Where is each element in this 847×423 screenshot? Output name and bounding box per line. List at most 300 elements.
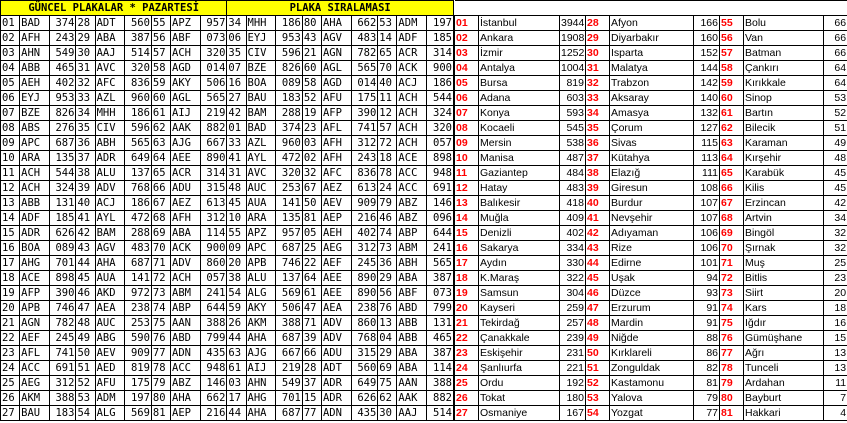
province-name: Kırklareli <box>610 345 694 360</box>
plate-digits: 137 <box>125 166 152 181</box>
plate-digits: 549 <box>49 46 76 61</box>
province-name: Hatay <box>479 180 560 195</box>
plate-city-code: 28 <box>76 16 95 31</box>
plate-city-code: 10 <box>227 211 246 226</box>
plate-digits: 667 <box>200 136 227 151</box>
plate-city-code: 35 <box>76 121 95 136</box>
province-name: Karaman <box>744 135 824 150</box>
plate-letters: AEP <box>171 406 201 421</box>
province-plate-number: 61 <box>720 105 744 120</box>
plate-city-code: 50 <box>302 196 321 211</box>
province-name: Karabük <box>744 165 824 180</box>
plate-digits: 506 <box>276 301 303 316</box>
plate-row <box>1 106 454 121</box>
province-plate-number: 04 <box>455 60 479 75</box>
plate-letters: ADM <box>95 391 125 406</box>
plate-digits: 836 <box>125 76 152 91</box>
plate-digits: 691 <box>427 181 454 196</box>
province-name: Nevşehir <box>610 210 694 225</box>
plate-digits: 565 <box>351 61 378 76</box>
province-count: 4 <box>824 405 847 420</box>
plate-letters: AEH <box>20 76 50 91</box>
plate-city-code: 20 <box>1 301 20 316</box>
plate-letters: AAJ <box>397 406 427 421</box>
plate-letters: ABA <box>397 271 427 286</box>
plate-city-code: 27 <box>1 406 20 421</box>
plate-city-code: 40 <box>76 196 95 211</box>
plate-city-code: 42 <box>76 226 95 241</box>
plate-letters: ABB <box>397 331 427 346</box>
province-name: Yozgat <box>610 405 694 420</box>
province-name: Bilecik <box>744 120 824 135</box>
province-plate-number: 29 <box>586 30 610 45</box>
province-plate-number: 50 <box>586 345 610 360</box>
province-plate-number: 41 <box>586 210 610 225</box>
province-name: Aksaray <box>610 90 694 105</box>
province-name: Bartın <box>744 105 824 120</box>
plate-city-code: 34 <box>76 106 95 121</box>
plate-city-code: 37 <box>302 376 321 391</box>
plate-city-code: 30 <box>378 406 397 421</box>
plate-city-code: 54 <box>227 286 246 301</box>
province-plate-number: 08 <box>455 120 479 135</box>
plate-letters: ADF <box>397 31 427 46</box>
plate-letters: AHA <box>321 16 351 31</box>
plate-letters: AZL <box>246 136 276 151</box>
province-name: Mardin <box>610 315 694 330</box>
plate-city-code: 12 <box>378 106 397 121</box>
province-name: Burdur <box>610 195 694 210</box>
province-plate-number: 68 <box>720 210 744 225</box>
plate-letters: ABS <box>20 121 50 136</box>
plate-row <box>1 346 454 361</box>
province-name: Yalova <box>610 390 694 405</box>
plate-city-code: 26 <box>227 316 246 331</box>
province-count: 66 <box>824 45 847 60</box>
plate-city-code: 18 <box>1 271 20 286</box>
plate-city-code: 32 <box>302 166 321 181</box>
province-plate-number: 65 <box>720 165 744 180</box>
province-plate-number: 33 <box>586 90 610 105</box>
plate-digits: 141 <box>276 196 303 211</box>
province-count: 25 <box>824 255 847 270</box>
plate-city-code: 29 <box>378 346 397 361</box>
plate-city-code: 56 <box>151 31 170 46</box>
plate-city-code: 02 <box>1 31 20 46</box>
plate-letters: ABZ <box>171 376 201 391</box>
province-plate-number: 70 <box>720 240 744 255</box>
plate-digits: 175 <box>351 91 378 106</box>
province-plate-number: 81 <box>720 405 744 420</box>
plate-digits: 073 <box>427 286 454 301</box>
ranking-row <box>455 330 847 345</box>
province-name: Ardahan <box>744 375 824 390</box>
plate-letters: ADR <box>95 151 125 166</box>
plate-letters: APB <box>20 301 50 316</box>
plate-letters: ALU <box>95 166 125 181</box>
plate-digits: 972 <box>125 286 152 301</box>
plate-city-code: 43 <box>76 241 95 256</box>
plate-city-code: 21 <box>302 46 321 61</box>
province-count: 322 <box>560 270 586 285</box>
plate-letters: ABM <box>397 241 427 256</box>
plate-digits: 898 <box>49 271 76 286</box>
province-name: Amasya <box>610 105 694 120</box>
plate-letters: APB <box>246 256 276 271</box>
plate-letters: ABD <box>171 331 201 346</box>
plate-letters: AHA <box>246 406 276 421</box>
plate-digits: 057 <box>200 271 227 286</box>
plate-city-code: 77 <box>151 346 170 361</box>
province-count: 52 <box>824 105 847 120</box>
plate-city-code: 72 <box>378 136 397 151</box>
province-count: 48 <box>824 150 847 165</box>
plate-digits: 860 <box>351 316 378 331</box>
plate-row <box>1 271 454 286</box>
plate-digits: 175 <box>125 376 152 391</box>
plate-letters: BAM <box>246 106 276 121</box>
plate-letters: AHN <box>20 46 50 61</box>
ranking-row <box>455 195 847 210</box>
province-count: 81 <box>694 375 720 390</box>
plate-digits: 186 <box>276 16 303 31</box>
plate-row <box>1 376 454 391</box>
plate-letters: ACH <box>397 91 427 106</box>
province-count: 107 <box>694 195 720 210</box>
ranking-row <box>455 315 847 330</box>
province-plate-number: 46 <box>586 285 610 300</box>
province-name: Kocaeli <box>479 120 560 135</box>
province-plate-number: 58 <box>720 60 744 75</box>
plate-city-code: 59 <box>151 76 170 91</box>
plate-digits: 514 <box>125 46 152 61</box>
plate-digits: 253 <box>276 181 303 196</box>
plate-digits: 890 <box>351 271 378 286</box>
province-plate-number: 60 <box>720 90 744 105</box>
plate-city-code: 33 <box>76 91 95 106</box>
province-name: Niğde <box>610 330 694 345</box>
plate-letters: ABA <box>171 226 201 241</box>
plate-letters: ALU <box>246 271 276 286</box>
plate-letters: AKD <box>95 286 125 301</box>
plate-letters: ABM <box>171 286 201 301</box>
province-count: 34 <box>824 210 847 225</box>
province-name: Erzincan <box>744 195 824 210</box>
plate-digits: 183 <box>276 91 303 106</box>
province-name: Adıyaman <box>610 225 694 240</box>
province-name: Ordu <box>479 375 560 390</box>
plate-city-code: 75 <box>151 316 170 331</box>
plate-letters: AAK <box>397 391 427 406</box>
province-name: Düzce <box>610 285 694 300</box>
plate-city-code: 78 <box>151 361 170 376</box>
plate-letters: AFU <box>321 91 351 106</box>
plate-digits: 544 <box>49 166 76 181</box>
province-plate-number: 25 <box>455 375 479 390</box>
plate-letters: AEV <box>321 196 351 211</box>
province-count: 239 <box>560 330 586 345</box>
plate-letters: AHN <box>246 376 276 391</box>
province-name: Isparta <box>610 45 694 60</box>
plate-digits: 320 <box>200 46 227 61</box>
plate-letters: AEG <box>321 241 351 256</box>
plate-city-code: 69 <box>378 361 397 376</box>
plate-city-code: 53 <box>76 391 95 406</box>
plate-letters: ADN <box>321 406 351 421</box>
right-header-blank <box>455 1 847 16</box>
plate-digits: 948 <box>200 361 227 376</box>
province-count: 51 <box>824 120 847 135</box>
plate-letters: APC <box>20 136 50 151</box>
plate-digits: 860 <box>200 256 227 271</box>
plate-city-code: 46 <box>76 286 95 301</box>
plate-letters: ADN <box>171 346 201 361</box>
province-name: Bitlis <box>744 270 824 285</box>
plate-row <box>1 166 454 181</box>
plate-digits: 613 <box>200 196 227 211</box>
province-plate-number: 64 <box>720 150 744 165</box>
ranking-row <box>455 90 847 105</box>
province-count: 49 <box>824 135 847 150</box>
plate-city-code: 24 <box>1 361 20 376</box>
plate-row <box>1 331 454 346</box>
plate-letters: ARA <box>246 211 276 226</box>
plate-digits: 900 <box>427 61 454 76</box>
plate-letters: ACH <box>397 136 427 151</box>
plate-city-code: 26 <box>1 391 20 406</box>
plate-letters: BOA <box>246 76 276 91</box>
plate-city-code: 06 <box>1 91 20 106</box>
plate-digits: 882 <box>427 391 454 406</box>
province-plate-number: 11 <box>455 165 479 180</box>
province-plate-number: 24 <box>455 360 479 375</box>
plate-city-code: 03 <box>1 46 20 61</box>
plate-city-code: 70 <box>151 241 170 256</box>
plate-digits: 626 <box>351 391 378 406</box>
plate-digits: 141 <box>125 271 152 286</box>
plate-city-code: 52 <box>302 91 321 106</box>
plate-letters: ACH <box>171 271 201 286</box>
plate-letters: ABA <box>397 361 427 376</box>
province-count: 167 <box>560 405 586 420</box>
plate-letters: AEZ <box>321 181 351 196</box>
plate-letters: ABB <box>397 316 427 331</box>
plate-digits: 324 <box>49 181 76 196</box>
plate-city-code: 22 <box>302 256 321 271</box>
province-count: 15 <box>824 330 847 345</box>
plate-city-code: 54 <box>76 406 95 421</box>
province-name: Malatya <box>610 60 694 75</box>
province-count: 402 <box>560 225 586 240</box>
plate-digits: 219 <box>276 361 303 376</box>
plate-letters: ABB <box>20 61 50 76</box>
plate-digits: 312 <box>200 211 227 226</box>
plate-letters: AHA <box>171 391 201 406</box>
plate-digits: 957 <box>200 16 227 31</box>
plate-digits: 146 <box>427 196 454 211</box>
plate-letters: ADV <box>171 256 201 271</box>
plate-city-code: 74 <box>151 301 170 316</box>
plate-letters: AFC <box>321 166 351 181</box>
plate-digits: 596 <box>276 46 303 61</box>
plate-letters: ACC <box>397 166 427 181</box>
province-count: 107 <box>694 210 720 225</box>
plate-digits: 185 <box>49 211 76 226</box>
plate-digits: 390 <box>49 286 76 301</box>
plate-city-code: 31 <box>227 166 246 181</box>
province-name: Kütahya <box>610 150 694 165</box>
province-name: Zonguldak <box>610 360 694 375</box>
plate-city-code: 14 <box>1 211 20 226</box>
province-count: 108 <box>694 180 720 195</box>
plate-letters: ABZ <box>397 196 427 211</box>
province-name: Sinop <box>744 90 824 105</box>
province-count: 101 <box>694 255 720 270</box>
plate-digits: 216 <box>351 211 378 226</box>
province-count: 66 <box>824 30 847 45</box>
plate-digits: 197 <box>427 16 454 31</box>
plate-row <box>1 76 454 91</box>
plate-digits: 644 <box>427 226 454 241</box>
province-count: 93 <box>694 285 720 300</box>
province-name: Kars <box>744 300 824 315</box>
plate-letters: AFH <box>321 136 351 151</box>
plate-digits: 245 <box>351 256 378 271</box>
province-plate-number: 75 <box>720 315 744 330</box>
plate-digits: 909 <box>125 346 152 361</box>
province-count: 20 <box>824 285 847 300</box>
plate-city-code: 57 <box>151 46 170 61</box>
plate-digits: 691 <box>49 361 76 376</box>
plate-digits: 114 <box>427 361 454 376</box>
plate-digits: 315 <box>351 346 378 361</box>
plate-city-code: 79 <box>151 376 170 391</box>
province-plate-number: 62 <box>720 120 744 135</box>
plate-letters: AHG <box>20 256 50 271</box>
plate-city-code: 74 <box>378 226 397 241</box>
plate-digits: 957 <box>276 226 303 241</box>
plate-city-code: 63 <box>227 346 246 361</box>
plate-digits: 219 <box>200 106 227 121</box>
plate-row <box>1 181 454 196</box>
plate-city-code: 14 <box>378 31 397 46</box>
province-name: Şanlıurfa <box>479 360 560 375</box>
plate-letters: APZ <box>171 16 201 31</box>
plate-city-code: 78 <box>378 166 397 181</box>
plate-city-code: 24 <box>378 181 397 196</box>
plate-digits: 388 <box>200 316 227 331</box>
province-count: 16 <box>824 315 847 330</box>
plate-city-code: 11 <box>1 166 20 181</box>
plate-digits: 288 <box>125 226 152 241</box>
plate-letters: BZE <box>246 61 276 76</box>
plate-city-code: 04 <box>378 331 397 346</box>
plate-digits: 506 <box>200 76 227 91</box>
plate-digits: 560 <box>125 16 152 31</box>
plate-letters: CIV <box>246 46 276 61</box>
plate-letters: ACC <box>20 361 50 376</box>
province-name: Sivas <box>610 135 694 150</box>
plate-digits: 137 <box>276 271 303 286</box>
plate-city-code: 63 <box>151 136 170 151</box>
province-name: Muş <box>744 255 824 270</box>
plate-digits: 687 <box>125 256 152 271</box>
province-count: 91 <box>694 315 720 330</box>
plate-digits: 014 <box>200 61 227 76</box>
province-plate-number: 17 <box>455 255 479 270</box>
plate-digits: 186 <box>427 76 454 91</box>
plate-digits: 312 <box>351 136 378 151</box>
province-name: Aydın <box>479 255 560 270</box>
plate-digits: 514 <box>427 406 454 421</box>
plate-digits: 948 <box>427 166 454 181</box>
province-plate-number: 69 <box>720 225 744 240</box>
province-count: 1908 <box>561 31 585 44</box>
plate-city-code: 13 <box>1 196 20 211</box>
plate-letters: AHA <box>95 256 125 271</box>
province-plate-number: 72 <box>720 270 744 285</box>
province-count: 144 <box>694 60 720 75</box>
plate-city-code: 73 <box>378 241 397 256</box>
province-name: Siirt <box>744 285 824 300</box>
plate-digits: 649 <box>351 376 378 391</box>
plate-city-code: 64 <box>302 271 321 286</box>
province-name: Manisa <box>479 150 560 165</box>
plate-letters: ACE <box>20 271 50 286</box>
province-plate-number: 53 <box>586 390 610 405</box>
province-count: 106 <box>694 225 720 240</box>
plate-letters: ABG <box>95 331 125 346</box>
plate-city-code: 39 <box>302 331 321 346</box>
plate-letters: MHH <box>95 106 125 121</box>
plate-digits: 569 <box>276 286 303 301</box>
province-name: Çorum <box>610 120 694 135</box>
province-plate-number: 43 <box>586 240 610 255</box>
province-name: Mersin <box>479 135 560 150</box>
plate-letters: ABB <box>20 196 50 211</box>
plate-letters: AFH <box>321 151 351 166</box>
plate-letters: AGD <box>171 61 201 76</box>
province-count: 819 <box>560 75 586 90</box>
province-count: 11 <box>824 375 847 390</box>
province-plate-number: 57 <box>720 45 744 60</box>
plate-digits: 782 <box>351 46 378 61</box>
province-count: 7 <box>824 390 847 405</box>
plate-letters: ACH <box>171 46 201 61</box>
plate-city-code: 47 <box>76 301 95 316</box>
province-count: 257 <box>560 315 586 330</box>
plate-city-code: 02 <box>302 151 321 166</box>
plate-city-code: 39 <box>76 181 95 196</box>
plate-digits: 701 <box>49 256 76 271</box>
plate-digits: 836 <box>351 166 378 181</box>
plate-digits: 245 <box>49 331 76 346</box>
ranking-row <box>455 375 847 390</box>
plate-letters: AVC <box>246 166 276 181</box>
province-count: 113 <box>694 150 720 165</box>
plate-city-code: 12 <box>1 181 20 196</box>
province-plate-number: 55 <box>720 15 744 30</box>
plate-digits: 388 <box>276 316 303 331</box>
plate-letters: ABA <box>397 346 427 361</box>
plate-digits: 238 <box>351 301 378 316</box>
plate-city-code: 43 <box>302 31 321 46</box>
province-name: Tunceli <box>744 360 824 375</box>
plate-city-code: 15 <box>1 226 20 241</box>
province-plate-number: 45 <box>586 270 610 285</box>
plate-digits: 387 <box>427 346 454 361</box>
plate-digits: 185 <box>427 31 454 46</box>
